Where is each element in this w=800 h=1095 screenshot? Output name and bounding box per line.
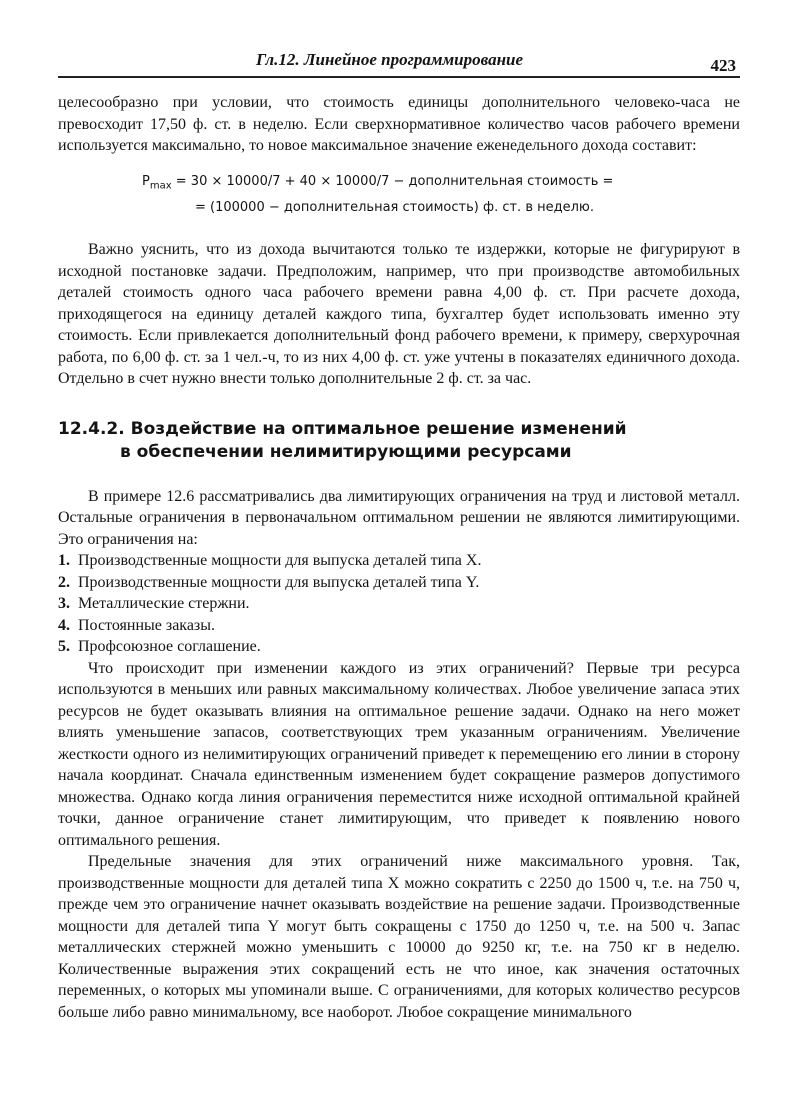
list-item-text: Производственные мощности для выпуска деталей типа Y. bbox=[78, 573, 480, 591]
formula-p: P bbox=[142, 173, 150, 189]
formula-line-2: = (100000 − дополнительная стоимость) ф. ст. в неделю. bbox=[195, 200, 594, 216]
section-heading-line-1: 12.4.2. Воздействие на оптимальное решение изменений bbox=[58, 418, 627, 439]
list-item-text: Производственные мощности для выпуска деталей типа X. bbox=[78, 552, 482, 570]
list-item bbox=[58, 550, 740, 572]
list-item bbox=[58, 572, 740, 594]
constraint-list bbox=[58, 550, 740, 658]
page-number: 423 bbox=[710, 56, 736, 75]
paragraph-3: В примере 12.6 рассматривались два лимитирующих ограничения на труд и листовой металл. Остальные ограничения в первоначальном оптимальном решении не являются лимитирующими. Это ограничения на: bbox=[58, 487, 740, 548]
list-item-number: 5. bbox=[58, 638, 70, 656]
section-heading-line-2: в обеспечении нелимитирующими ресурсами bbox=[120, 441, 572, 462]
running-header bbox=[58, 48, 740, 78]
formula-sub: max bbox=[149, 180, 172, 192]
list-item bbox=[58, 636, 740, 658]
formula-line-1-rest: = 30 × 10000/7 + 40 × 10000/7 − дополнительная стоимость = bbox=[171, 173, 614, 189]
list-item-text: Постоянные заказы. bbox=[78, 616, 215, 634]
list-item-number: 3. bbox=[58, 595, 70, 613]
formula bbox=[142, 171, 740, 220]
formula-line-1 bbox=[142, 171, 740, 198]
list-item-number: 2. bbox=[58, 573, 70, 591]
list-item-number: 1. bbox=[58, 552, 70, 570]
chapter-title: Гл.12. Линейное программирование bbox=[256, 50, 524, 69]
list-item-number: 4. bbox=[58, 616, 70, 634]
list-item-text: Профсоюзное соглашение. bbox=[78, 638, 261, 656]
page bbox=[58, 48, 740, 1023]
list-item bbox=[58, 593, 740, 615]
paragraph-1: целесообразно при условии, что стоимость единицы дополнительного человеко-часа не превосходит 17,50 ф. ст. в неделю. Если сверхнормативное количество часов рабочего времени используется максимально, то новое максимальное значение еженедельного дохода составит: bbox=[58, 94, 740, 154]
paragraph-5: Предельные значения для этих ограничений ниже максимального уровня. Так, производственные мощности для деталей типа X можно сократить с 2250 до 1500 ч, т.е. на 750 ч, прежде чем это ограничение начнет оказывать воздействие на решение задачи. Производственные мощности для деталей типа Y могут быть сокращены с 1750 до 1250 ч, т.е. на 500 ч. Запас металлических стержней можно уменьшить с 10000 до 9250 кг, т.е. на 750 кг в неделю. Количественные выражения этих сокращений есть не что иное, как значения остаточных переменных, о которых мы упоминали выше. С ограничениями, для которых количество ресурсов больше либо равно минимальному, все наоборот. Любое сокращение минимального bbox=[58, 853, 740, 1021]
paragraph-2: Важно уяснить, что из дохода вычитаются только те издержки, которые не фигурируют в исходной постановке задачи. Предположим, например, что при производстве автомобильных деталей стоимость одного часа рабочего времени равна 4,00 ф. ст. При расчете дохода, приходящегося на единицу деталей каждого типа, бухгалтер будет использовать именно эту стоимость. Если привлекается дополнительный фонд рабочего времени, к примеру, сверхурочная работа, по 6,00 ф. ст. за 1 чел.-ч, то из них 4,00 ф. ст. уже учтены в показателях единичного дохода. Отдельно в счет нужно внести только дополнительные 2 ф. ст. за час. bbox=[58, 241, 740, 388]
section-heading bbox=[58, 418, 740, 464]
list-item-text: Металлические стержни. bbox=[78, 595, 250, 613]
paragraph-4: Что происходит при изменении каждого из этих ограничений? Первые три ресурса используются в меньших или равных максимальному количествах. Любое увеличение запаса этих ресурсов не будет оказывать влияния на оптимальное решение задачи. Однако на него может влиять уменьшение запасов, соответствующих трем указанным ограничениям. Увеличение жесткости одного из нелимитирующих ограничений приведет к перемещению его линии в сторону начала координат. Сначала единственным изменением будет сокращение размеров допустимого множества. Однако когда линия ограничения переместится ниже исходной оптимальной крайней точки, данное ограничение станет лимитирующим, что приведет к появлению нового оптимального решения. bbox=[58, 659, 740, 849]
list-item bbox=[58, 615, 740, 637]
